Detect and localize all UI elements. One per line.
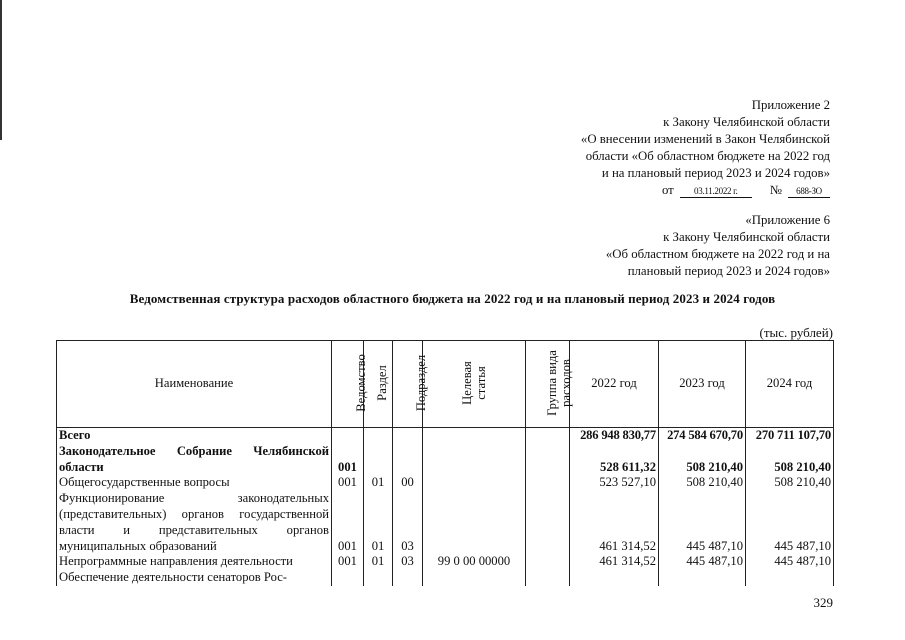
appendix-amendment-header xyxy=(581,97,830,199)
appendix-line: плановый период 2023 и 2024 годов» xyxy=(627,264,830,278)
table-row-total xyxy=(57,428,834,444)
row-department: 001 xyxy=(332,444,364,476)
row-department: 001 xyxy=(332,491,364,554)
row-subsection xyxy=(393,428,423,444)
row-value-2022 xyxy=(570,570,659,586)
row-name: Функционирование законодательных (представительных) органов государственной власти и представительных органов муниципальных образований xyxy=(57,491,332,554)
row-expense-group xyxy=(526,475,570,491)
row-section: 01 xyxy=(364,475,393,491)
approval-line xyxy=(581,182,830,199)
row-name: Непрограммные направления деятельности xyxy=(57,554,332,570)
row-value-2023: 445 487,10 xyxy=(659,554,746,570)
col-header-2022: 2022 год xyxy=(570,341,659,428)
row-name: Законодательное Собрание Челябинской области xyxy=(57,444,332,476)
row-name: Общегосударственные вопросы xyxy=(57,475,332,491)
row-subsection xyxy=(393,444,423,476)
col-header-2024: 2024 год xyxy=(746,341,834,428)
col-header-name: Наименование xyxy=(57,341,332,428)
row-target-article xyxy=(423,428,526,444)
appendix-line: к Закону Челябинской области xyxy=(663,230,830,244)
document-title: Ведомственная структура расходов областного бюджета на 2022 год и на плановый период 2023 и 2024 годов xyxy=(129,291,776,306)
row-department: 001 xyxy=(332,554,364,570)
row-value-2023 xyxy=(659,570,746,586)
row-value-2024: 445 487,10 xyxy=(746,491,834,554)
row-department xyxy=(332,428,364,444)
col-header-department: Ведомство xyxy=(332,341,364,428)
budget-table xyxy=(56,340,834,586)
page-number: 329 xyxy=(813,595,833,610)
row-value-2024: 445 487,10 xyxy=(746,554,834,570)
row-section xyxy=(364,570,393,586)
col-header-2023: 2023 год xyxy=(659,341,746,428)
col-header-target-article: Целевая статья xyxy=(423,341,526,428)
row-value-2024: 508 210,40 xyxy=(746,475,834,491)
row-subsection: 00 xyxy=(393,475,423,491)
table-row xyxy=(57,444,834,476)
row-subsection: 03 xyxy=(393,491,423,554)
row-expense-group xyxy=(526,554,570,570)
col-header-section: Раздел xyxy=(364,341,393,428)
scan-edge xyxy=(0,0,2,140)
row-value-2024: 508 210,40 xyxy=(746,444,834,476)
appendix-line: и на плановый период 2023 и 2024 годов» xyxy=(601,166,830,180)
row-section: 01 xyxy=(364,491,393,554)
row-section xyxy=(364,428,393,444)
units-label: (тыс. рублей) xyxy=(759,325,833,340)
row-value-2022: 461 314,52 xyxy=(570,554,659,570)
row-section xyxy=(364,444,393,476)
row-expense-group xyxy=(526,444,570,476)
row-value-2024 xyxy=(746,570,834,586)
row-section: 01 xyxy=(364,554,393,570)
appendix-line: области «Об областном бюджете на 2022 год xyxy=(585,149,830,163)
row-target-article xyxy=(423,491,526,554)
from-label: от xyxy=(661,183,674,197)
appendix-line: «Об областном бюджете на 2022 год и на xyxy=(605,247,830,261)
row-target-article: 99 0 00 00000 xyxy=(423,554,526,570)
row-department: 001 xyxy=(332,475,364,491)
table-row xyxy=(57,570,834,586)
appendix-line: «Приложение 6 xyxy=(745,213,830,227)
row-value-2022: 523 527,10 xyxy=(570,475,659,491)
row-value-2022: 286 948 830,77 xyxy=(570,428,659,444)
row-value-2024: 270 711 107,70 xyxy=(746,428,834,444)
row-target-article xyxy=(423,444,526,476)
row-subsection xyxy=(393,570,423,586)
col-header-subsection: Подраздел xyxy=(393,341,423,428)
number-label: № xyxy=(769,183,782,197)
row-expense-group xyxy=(526,491,570,554)
table-header-row xyxy=(57,341,834,428)
row-value-2023: 274 584 670,70 xyxy=(659,428,746,444)
row-expense-group xyxy=(526,428,570,444)
appendix-line: «О внесении изменений в Закон Челябинской xyxy=(580,132,830,146)
law-date: 03.11.2022 г. xyxy=(680,186,752,198)
appendix-line: Приложение 2 xyxy=(751,98,830,112)
row-value-2022: 528 611,32 xyxy=(570,444,659,476)
appendix-original-header xyxy=(606,212,830,280)
row-name: Обеспечение деятельности сенаторов Рос- xyxy=(57,570,332,586)
row-subsection: 03 xyxy=(393,554,423,570)
row-name: Всего xyxy=(57,428,332,444)
table-row xyxy=(57,491,834,554)
row-value-2023: 445 487,10 xyxy=(659,491,746,554)
row-value-2023: 508 210,40 xyxy=(659,444,746,476)
row-target-article xyxy=(423,570,526,586)
row-department xyxy=(332,570,364,586)
table-row xyxy=(57,554,834,570)
appendix-line: к Закону Челябинской области xyxy=(663,115,830,129)
row-value-2023: 508 210,40 xyxy=(659,475,746,491)
row-target-article xyxy=(423,475,526,491)
row-expense-group xyxy=(526,570,570,586)
table-row xyxy=(57,475,834,491)
row-value-2022: 461 314,52 xyxy=(570,491,659,554)
col-header-expense-group: Группа вида расходов xyxy=(526,341,570,428)
law-number: 688-ЗО xyxy=(788,186,830,198)
